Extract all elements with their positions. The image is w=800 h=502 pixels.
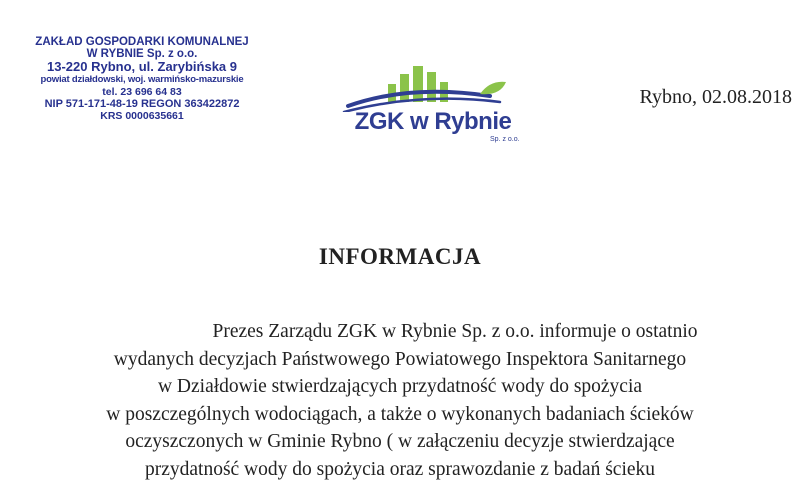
logo-name: ZGK w Rybnie xyxy=(354,108,512,135)
document-body xyxy=(40,318,760,483)
stamp-company-name: ZAKŁAD GOSPODARKI KOMUNALNEJ xyxy=(35,36,249,48)
body-line: w Działdowie stwierdzających przydatność wody do spożycia xyxy=(157,376,643,397)
body-line: w poszczególnych wodociągach, a także o wykonanych badaniach ścieków xyxy=(106,403,694,425)
document-heading: INFORMACJA xyxy=(318,244,482,269)
company-stamp xyxy=(8,36,276,122)
body-line: przydatność wody do spożycia oraz sprawozdanie z badań ścieku xyxy=(144,458,656,480)
body-line: oczyszczonych w Gminie Rybno ( w załączeniu decyzje stwierdzające xyxy=(125,431,675,452)
stamp-krs: KRS 0000635661 xyxy=(100,110,184,122)
body-line: Prezes Zarządu ZGK w Rybnie Sp. z o.o. informuje o ostatnio xyxy=(212,321,698,342)
stamp-address: 13-220 Rybno, ul. Zarybińska 9 xyxy=(46,59,238,74)
body-line: wydanych decyzjach Państwowego Powiatowego Inspektora Sanitarnego xyxy=(113,348,687,370)
company-logo xyxy=(340,62,530,150)
logo-graphic-icon xyxy=(340,62,530,112)
stamp-nip-regon: NIP 571-171-48-19 REGON 363422872 xyxy=(44,98,240,110)
logo-sub: Sp. z o.o. xyxy=(490,136,520,143)
stamp-company-name-2: W RYBNIE Sp. z o.o. xyxy=(86,48,198,60)
document-date: Rybno, 02.08.2018 xyxy=(639,86,792,108)
stamp-region: powiat działdowski, woj. warmińsko-mazurskie xyxy=(40,74,244,85)
stamp-phone: tel. 23 696 64 83 xyxy=(102,86,182,98)
